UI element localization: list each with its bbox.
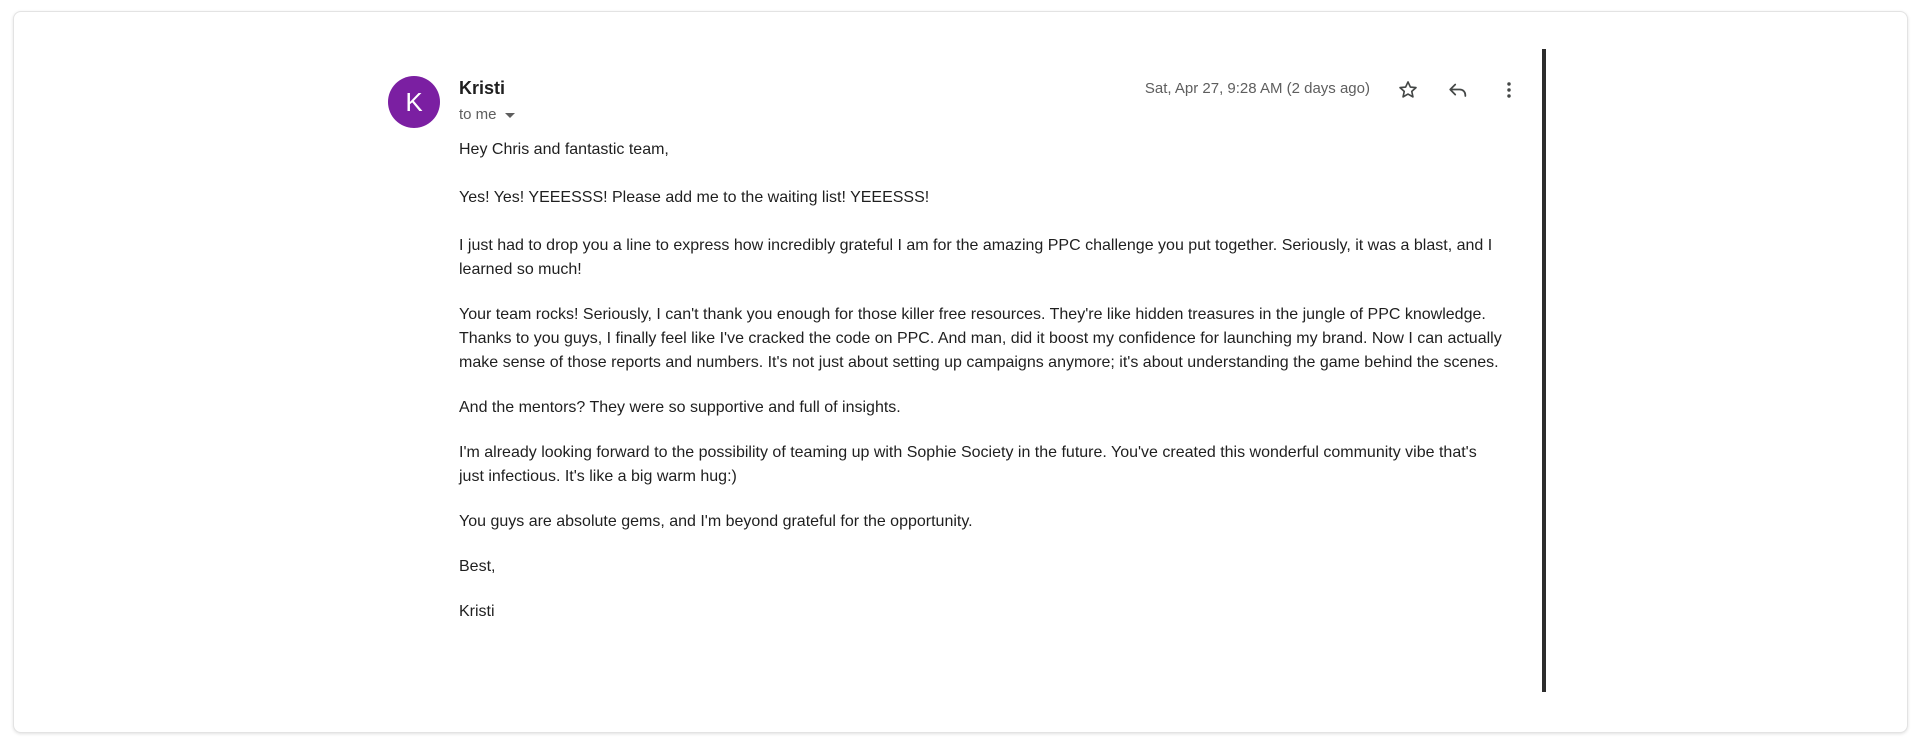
message-timestamp: Sat, Apr 27, 9:28 AM (2 days ago) bbox=[1144, 80, 1370, 97]
recipient-details-toggle[interactable] bbox=[459, 106, 515, 123]
body-paragraph: Yes! Yes! YEEESSS! Please add me to the waiting list! YEEESSS! bbox=[459, 189, 930, 206]
more-vert-icon bbox=[1498, 79, 1520, 101]
sender-avatar[interactable]: K bbox=[388, 76, 440, 128]
body-paragraph: Your team rocks! Seriously, I can't thank you enough for those killer free resources. They're like hidden treasures in the jungle of PPC knowledge. Thanks to you guys, I finally feel like I've cracked the code on PPC. And man, did it boost my confidence for launching my brand. Now I can actually make sense of those reports and numbers. It's not just about setting up campaigns anymore; it's about understanding the game behind the scenes. bbox=[459, 306, 1502, 371]
scrollbar[interactable] bbox=[1542, 49, 1546, 692]
recipient-label: to me bbox=[459, 106, 497, 123]
chevron-down-icon[interactable] bbox=[505, 113, 515, 118]
star-icon bbox=[1397, 79, 1419, 101]
body-paragraph: And the mentors? They were so supportive and full of insights. bbox=[459, 399, 901, 416]
body-paragraph: You guys are absolute gems, and I'm beyond grateful for the opportunity. bbox=[459, 513, 973, 530]
star-button[interactable] bbox=[1390, 72, 1426, 108]
reply-icon bbox=[1447, 79, 1469, 101]
reply-button[interactable] bbox=[1440, 72, 1476, 108]
message-body bbox=[459, 138, 1504, 624]
more-options-button[interactable] bbox=[1491, 72, 1527, 108]
sender-name[interactable]: Kristi bbox=[459, 78, 506, 98]
body-signature: Kristi bbox=[459, 603, 495, 620]
body-signoff: Best, bbox=[459, 558, 496, 575]
body-paragraph: I'm already looking forward to the possibility of teaming up with Sophie Society in the future. You've created this wonderful community vibe that's just infectious. It's like a big warm hug:) bbox=[459, 444, 1477, 485]
body-paragraph: Hey Chris and fantastic team, bbox=[459, 141, 669, 158]
body-paragraph: I just had to drop you a line to express how incredibly grateful I am for the amazing PPC challenge you put together. Seriously, it was a blast, and I learned so much! bbox=[459, 237, 1493, 278]
